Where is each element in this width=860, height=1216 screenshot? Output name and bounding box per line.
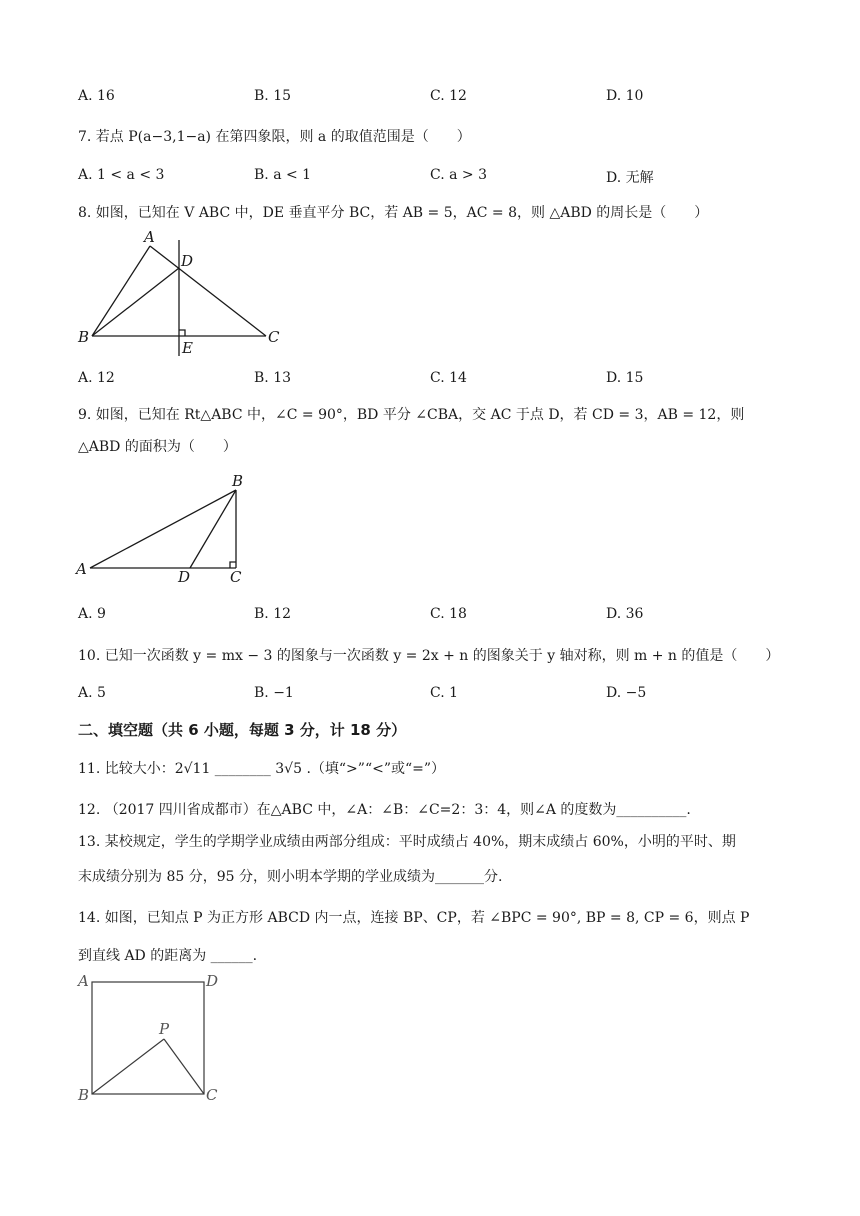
label-a: A: [78, 972, 89, 990]
label-c: C: [268, 328, 280, 346]
q12-text: 12. （2017 四川省成都市）在△ABC 中，∠A：∠B：∠C=2：3：4，则∠A 的度数为__________.: [78, 802, 691, 818]
q10-text: 10. 已知一次函数 y = mx − 3 的图象与一次函数 y = 2x + n 的图象关于 y 轴对称，则 m + n 的值是（ ）: [78, 648, 780, 664]
q13-text-line2: 末成绩分别为 85 分，95 分，则小明本学期的学业成绩为_______分.: [78, 869, 503, 885]
q7-option-d: D. 无解: [606, 170, 654, 186]
q7-text: 7. 若点 P(a−3,1−a) 在第四象限，则 a 的取值范围是（ ）: [78, 129, 471, 145]
q14-text-line2: 到直线 AD 的距离为 ______.: [78, 948, 258, 964]
segment-bp: [92, 1039, 164, 1094]
label-c: C: [206, 1086, 218, 1104]
q9-text-line2: △ABD 的面积为（ ）: [78, 439, 237, 455]
q8-option-b: B. 13: [254, 370, 292, 386]
label-b: B: [232, 472, 244, 490]
q8-option-a: A. 12: [78, 370, 115, 386]
label-c: C: [230, 568, 242, 586]
q7-option-c: C. a > 3: [430, 167, 487, 183]
label-a: A: [144, 228, 155, 246]
q6-option-b: B. 15: [254, 88, 292, 104]
section-title-fill-in: 二、填空题（共 6 小题，每题 3 分，计 18 分）: [78, 721, 407, 739]
label-p: P: [159, 1020, 170, 1038]
q14-figure: [74, 970, 234, 1106]
q9-option-b: B. 12: [254, 606, 292, 622]
q7-option-b: B. a < 1: [254, 167, 312, 183]
q8-figure: [74, 226, 294, 360]
q9-figure: [74, 470, 264, 586]
q14-text-line1: 14. 如图，已知点 P 为正方形 ABCD 内一点，连接 BP、CP，若 ∠BPC = 90°, BP = 8, CP = 6，则点 P: [78, 910, 750, 926]
q10-option-c: C. 1: [430, 685, 459, 701]
q9-option-a: A. 9: [78, 606, 106, 622]
segment-ac: [150, 246, 266, 336]
q7-option-a: A. 1 < a < 3: [78, 167, 165, 183]
label-a: A: [76, 560, 87, 578]
q9-text-line1: 9. 如图，已知在 Rt△ABC 中，∠C = 90°，BD 平分 ∠CBA，交 AC 于点 D，若 CD = 3，AB = 12，则: [78, 407, 745, 423]
q6-option-a: A. 16: [78, 88, 115, 104]
q11-text: 11. 比较大小：2√11 ________ 3√5 .（填“>”“<”或“=”）: [78, 761, 446, 777]
label-d: D: [181, 252, 194, 270]
right-angle-mark: [179, 330, 185, 336]
segment-bd: [92, 268, 179, 336]
q9-option-c: C. 18: [430, 606, 467, 622]
q10-option-a: A. 5: [78, 685, 106, 701]
q6-option-d: D. 10: [606, 88, 644, 104]
q6-option-c: C. 12: [430, 88, 467, 104]
segment-ab: [90, 490, 236, 568]
label-e: E: [182, 339, 193, 357]
square-abcd: [92, 982, 204, 1094]
label-b: B: [78, 1086, 90, 1104]
segment-ab: [92, 246, 150, 336]
q8-option-c: C. 14: [430, 370, 467, 386]
label-d: D: [178, 568, 191, 586]
label-b: B: [78, 328, 90, 346]
q8-option-d: D. 15: [606, 370, 644, 386]
q10-option-d: D. −5: [606, 685, 647, 701]
q13-text-line1: 13. 某校规定，学生的学期学业成绩由两部分组成：平时成绩占 40%，期末成绩占 60%，小明的平时、期: [78, 834, 736, 850]
label-d: D: [206, 972, 219, 990]
segment-cp: [164, 1039, 204, 1094]
q9-option-d: D. 36: [606, 606, 644, 622]
q10-option-b: B. −1: [254, 685, 294, 701]
q8-text: 8. 如图，已知在 V ABC 中，DE 垂直平分 BC，若 AB = 5，AC = 8，则 △ABD 的周长是（ ）: [78, 205, 709, 221]
